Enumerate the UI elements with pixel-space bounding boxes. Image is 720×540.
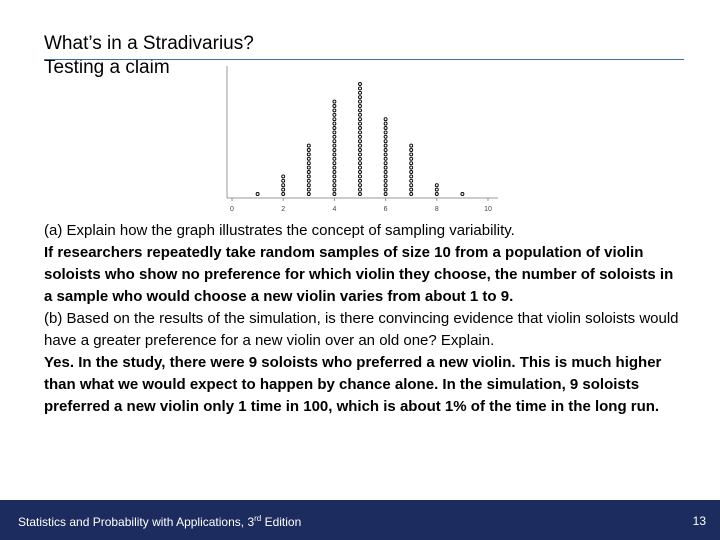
- x-tick-label: 6: [383, 206, 388, 213]
- slide-body: [44, 220, 684, 418]
- footer-book-prefix: Statistics and Probability with Applications, 3: [18, 515, 255, 529]
- slide-title-line-2: Testing a claim: [44, 57, 170, 78]
- question-a: (a) Explain how the graph illustrates the concept of sampling variability.: [44, 222, 515, 239]
- x-tick-label: 2: [281, 206, 286, 213]
- slide-title-line-1: What’s in a Stradivarius?: [44, 33, 254, 54]
- title-divider: [44, 59, 684, 60]
- answer-a: If researchers repeatedly take random samples of size 10 from a population of violin soloists who show no preference for which violin they choose, the number of soloists in a sample who would choose a new violin varies from about 1 to 9.: [44, 244, 674, 305]
- footer-book-suffix: Edition: [261, 515, 302, 529]
- footer-book-superscript: rd: [254, 514, 262, 523]
- x-tick-label: 0: [230, 206, 234, 213]
- x-tick-label: 10: [484, 206, 492, 213]
- dotplot-chart: [220, 66, 500, 216]
- x-tick-label: 8: [434, 206, 439, 213]
- x-tick-label: 4: [332, 206, 337, 213]
- footer-book-title: [18, 514, 301, 529]
- chart-background: [220, 66, 500, 216]
- page-number: 13: [692, 514, 706, 528]
- slide-footer: [0, 500, 720, 540]
- answer-b: Yes. In the study, there were 9 soloists who preferred a new violin. This is much higher than what we would expect to happen by chance alone. In the simulation, 9 soloists preferred a new violin only 1 time in 100, which is about 1% of the time in the long run.: [44, 354, 662, 415]
- question-b: (b) Based on the results of the simulation, is there convincing evidence that violin soloists would have a greater preference for a new violin over an old one? Explain.: [44, 310, 679, 349]
